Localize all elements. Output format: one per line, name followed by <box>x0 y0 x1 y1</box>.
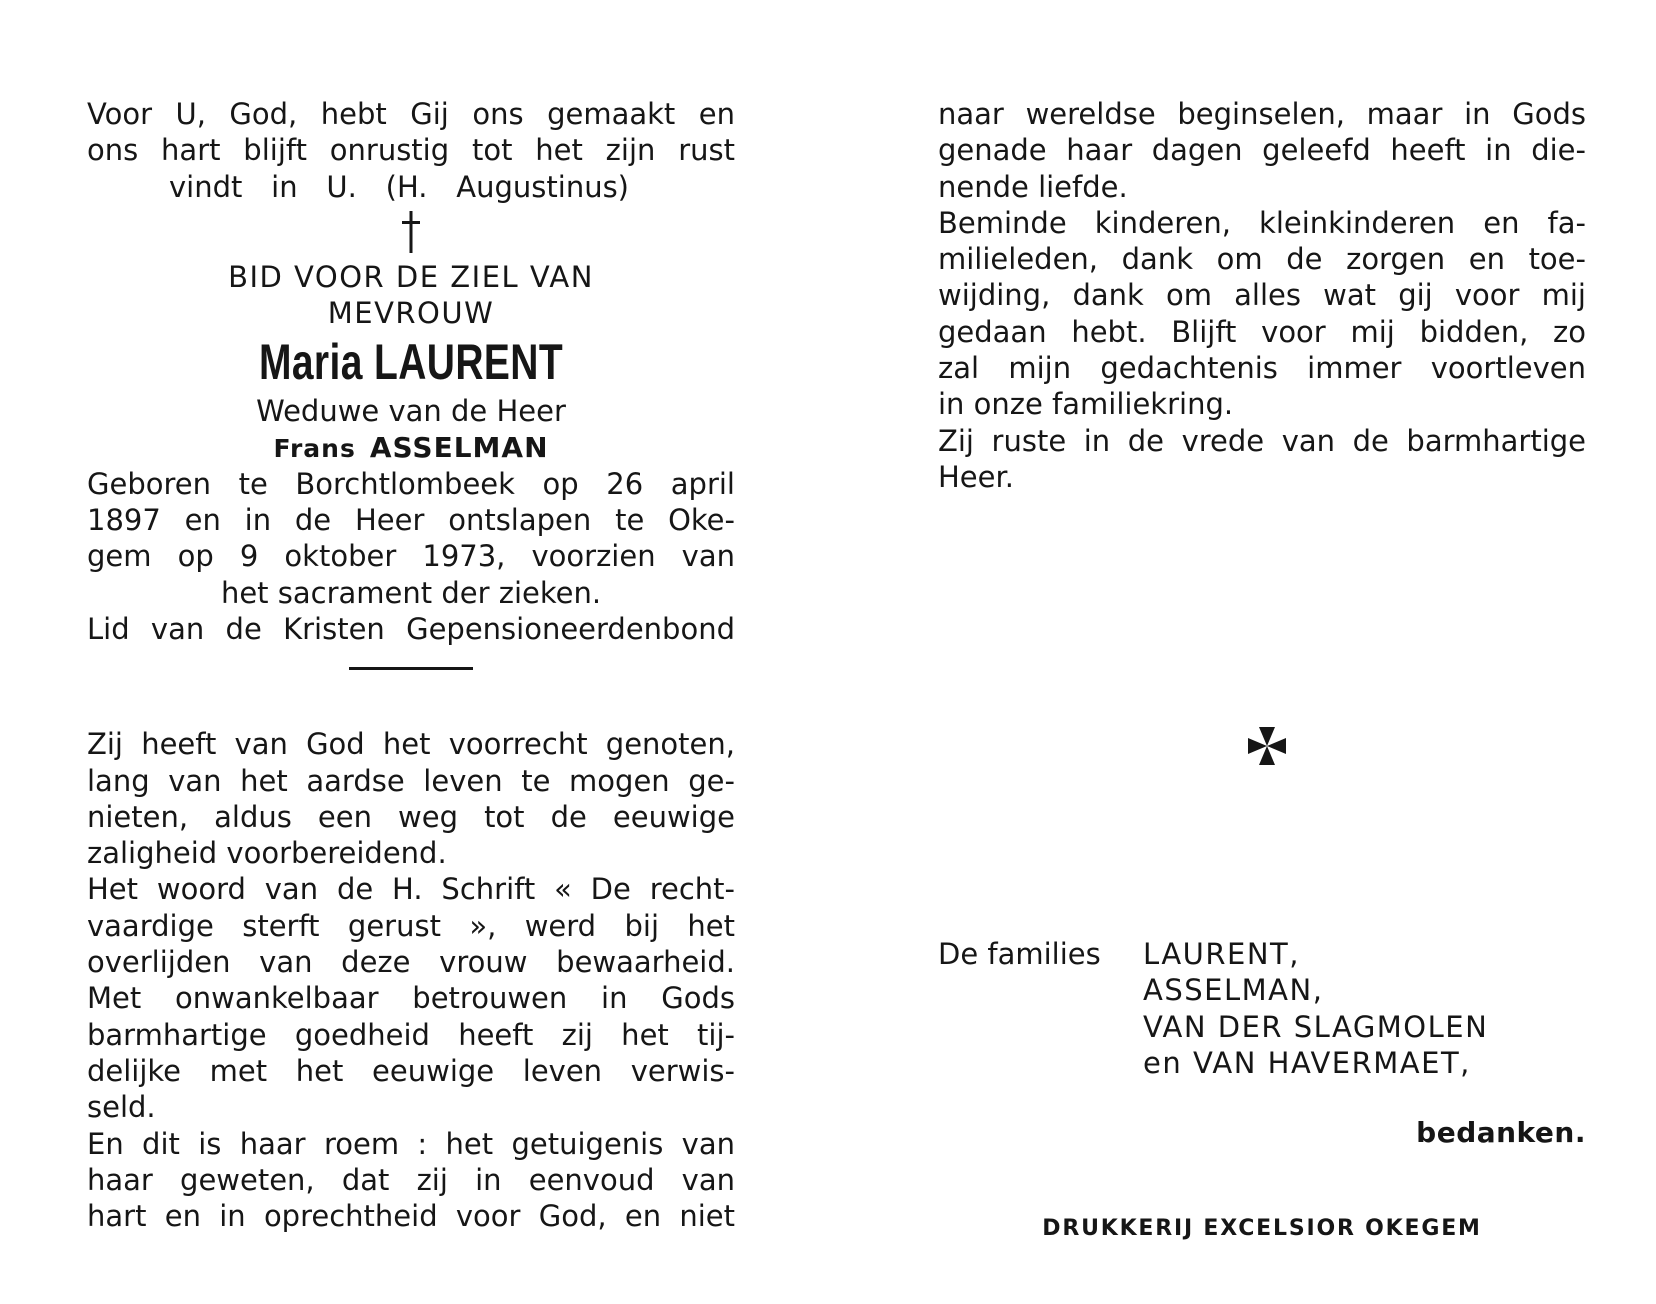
family-name-1: LAURENT, <box>1143 937 1300 971</box>
text-line-7: overlijden van deze vrouw bewaarheid. <box>87 945 735 980</box>
family-names <box>1143 936 1563 1081</box>
text-line-4: zaligheid voorbereidend. <box>87 836 447 871</box>
husband-name <box>87 430 735 466</box>
bio-line-4: het sacrament der zieken. <box>220 575 602 610</box>
r-text-line-7: gedaan hebt. Blijft voor mij bidden, zo <box>938 314 1586 349</box>
prayer-title: MEVROUW <box>327 296 495 331</box>
husband-first-name: Frans <box>273 433 356 463</box>
bio-line-5: Lid van de Kristen Gepensioneerdenbond <box>87 611 735 646</box>
text-line-14: hart en in oprechtheid voor God, en niet <box>87 1199 735 1234</box>
text-line-13: haar geweten, dat zij in eenvoud van <box>87 1162 735 1197</box>
quote-line-2: ons hart blijft onrustig tot het zijn rust <box>87 133 735 168</box>
text-line-11: seld. <box>87 1090 156 1125</box>
text-line-5: Het woord van de H. Schrift « De recht- <box>87 872 735 907</box>
text-line-10: delijke met het eeuwige leven verwis- <box>87 1053 735 1088</box>
quote-line-1: Voor U, God, hebt Gij ons gemaakt en <box>87 97 735 131</box>
text-line-12: En dit is haar roem : het getuigenis van <box>87 1126 735 1161</box>
r-text-line-6: wijding, dank om alles wat gij voor mij <box>938 278 1586 313</box>
prayer-heading: BID VOOR DE ZIEL VAN <box>228 259 594 294</box>
quote-line-3: vindt in U. (H. Augustinus) <box>169 169 629 204</box>
text-line-3: nieten, aldus een weg tot de eeuwige <box>87 799 735 834</box>
bio-line-3: gem op 9 oktober 1973, voorzien van <box>87 539 735 574</box>
right-panel <box>938 96 1586 495</box>
bio-line-1: Geboren te Borchtlombeek op 26 april <box>87 466 735 501</box>
text-line-1: Zij heeft van God het voorrecht genoten, <box>87 727 735 762</box>
r-text-line-3: nende liefde. <box>938 169 1128 204</box>
r-text-line-2: genade haar dagen geleefd heeft in die- <box>938 133 1586 168</box>
text-line-8: Met onwankelbaar betrouwen in Gods <box>87 981 735 1016</box>
text-line-2: lang van het aardse leven te mogen ge- <box>87 763 735 798</box>
text-line-6: vaardige sterft gerust », werd bij het <box>87 908 735 943</box>
latin-cross-icon <box>87 205 735 259</box>
r-text-line-11: Heer. <box>938 459 1014 494</box>
text-line-9: barmhartige goedheid heeft zij het tij- <box>87 1017 735 1052</box>
family-name-3: VAN DER SLAGMOLEN <box>1143 1009 1489 1044</box>
r-text-line-9: in onze familiekring. <box>938 387 1234 422</box>
bio-line-2: 1897 en in de Heer ontslapen te Oke- <box>87 503 735 538</box>
family-name-4: en VAN HAVERMAET, <box>1143 1045 1471 1080</box>
husband-last-name: ASSELMAN <box>369 430 549 464</box>
r-text-line-8: zal mijn gedachtenis immer voortleven <box>938 351 1586 386</box>
maltese-cross-icon <box>1247 726 1287 766</box>
thanks-text: bedanken. <box>1416 1116 1586 1149</box>
r-text-line-5: milieleden, dank om de zorgen en toe- <box>938 242 1586 277</box>
r-text-line-1: naar wereldse beginselen, maar in Gods <box>938 97 1586 131</box>
left-panel <box>87 96 735 1234</box>
widow-of: Weduwe van de Heer <box>256 394 566 429</box>
r-text-line-4: Beminde kinderen, kleinkinderen en fa- <box>938 205 1586 240</box>
deceased-name: Maria LAURENT <box>258 334 564 391</box>
printer-credit: DRUKKERIJ EXCELSIOR OKEGEM <box>1042 1216 1482 1241</box>
r-text-line-10: Zij ruste in de vrede van de barmhartige <box>938 423 1586 458</box>
family-name-2: ASSELMAN, <box>1143 973 1324 1008</box>
families-prefix: De families <box>938 937 1101 971</box>
